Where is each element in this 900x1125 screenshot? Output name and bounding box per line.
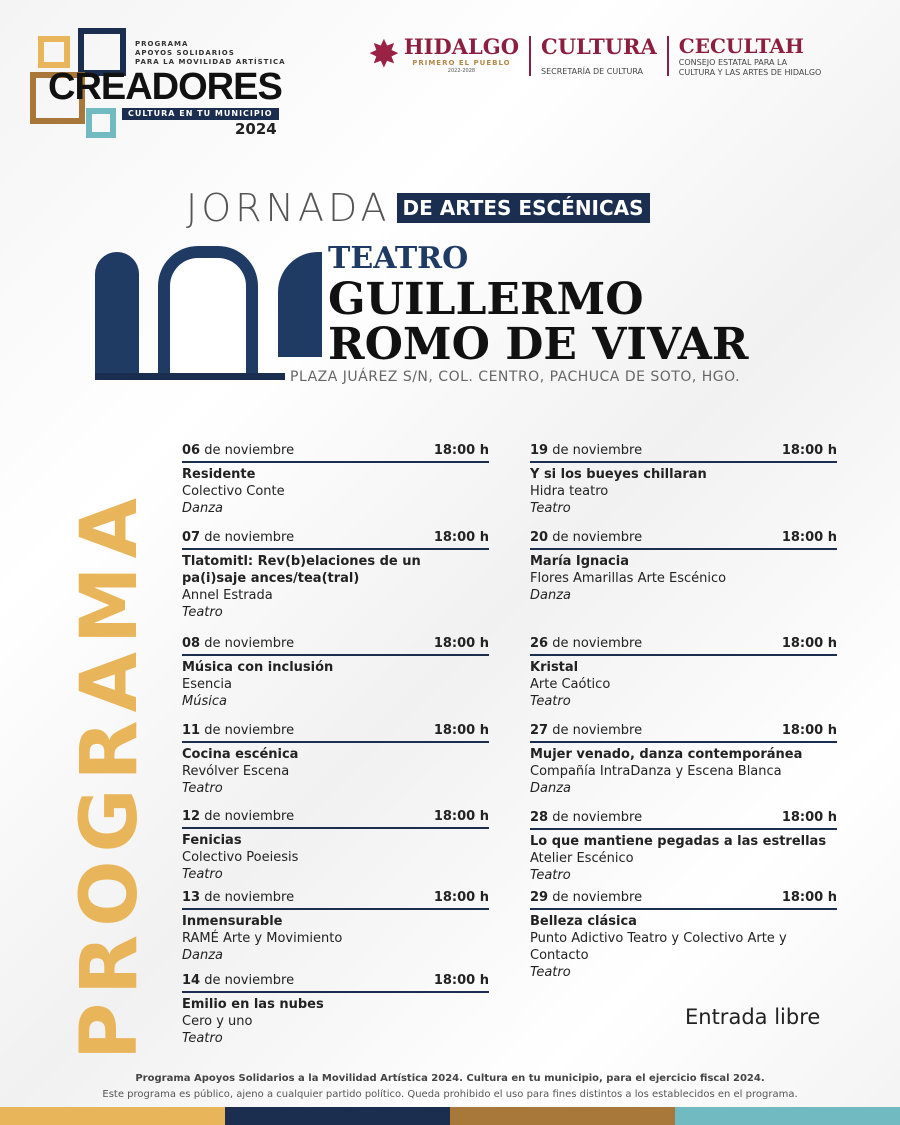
event-day: 14 (182, 973, 201, 988)
bar-gold (0, 1107, 225, 1125)
event-type: Danza (182, 948, 224, 963)
event-type: Teatro (530, 694, 571, 709)
event-group: Esencia (182, 677, 232, 692)
cultura-title: CULTURA (541, 34, 657, 59)
event-group: Colectivo Conte (182, 484, 285, 499)
event-date-row (182, 442, 489, 463)
event-item (182, 972, 489, 1047)
divider (667, 36, 669, 76)
event-time: 18:00 h (781, 890, 837, 905)
bar-teal (675, 1107, 900, 1125)
arch-right (278, 252, 322, 357)
event-date-row (530, 442, 837, 463)
event-title: Belleza clásica (530, 914, 637, 929)
event-group: Annel Estrada (182, 588, 273, 603)
event-time: 18:00 h (433, 443, 489, 458)
event-date (182, 529, 294, 546)
event-group: Compañía IntraDanza y Escena Blanca (530, 764, 782, 779)
event-date-row (530, 889, 837, 910)
event-type: Teatro (182, 781, 223, 796)
theatre-name-line: GUILLERMO (328, 274, 644, 325)
event-type: Música (182, 694, 227, 709)
event-date-row (182, 529, 489, 550)
event-time: 18:00 h (781, 723, 837, 738)
event-date-row (182, 808, 489, 829)
event-date (530, 889, 642, 906)
event-day: 19 (530, 443, 549, 458)
artes-label: DE ARTES ESCÉNICAS (397, 193, 650, 223)
event-month: de noviembre (200, 973, 295, 988)
teatro-label: TEATRO (328, 241, 469, 276)
event-day: 29 (530, 890, 549, 905)
event-item (530, 722, 837, 797)
event-item (182, 529, 489, 621)
footer-line2: Este programa es público, ajeno a cualquier partido político. Queda prohibido el uso para fines distintos a los establecidos en el programa. (102, 1089, 798, 1100)
footer-line1: Programa Apoyos Solidarios a la Movilidad Artística 2024. Cultura en tu municipio, para el ejercicio fiscal 2024. (135, 1073, 765, 1084)
event-date-row (530, 809, 837, 830)
event-group: Colectivo Poeiesis (182, 850, 299, 865)
event-date (182, 889, 294, 906)
event-day: 27 (530, 723, 549, 738)
event-month: de noviembre (548, 810, 643, 825)
event-time: 18:00 h (433, 636, 489, 651)
event-time: 18:00 h (433, 890, 489, 905)
event-group: Atelier Escénico (530, 851, 634, 866)
event-title: Residente (182, 467, 256, 482)
event-time: 18:00 h (781, 810, 837, 825)
event-time: 18:00 h (781, 530, 837, 545)
hidalgo-years: 2022-2028 (447, 68, 476, 74)
event-title: Música con inclusión (182, 660, 334, 675)
event-month: de noviembre (548, 636, 643, 651)
event-item (182, 889, 489, 964)
event-type: Teatro (530, 965, 571, 980)
event-type: Danza (530, 588, 572, 603)
event-time: 18:00 h (433, 723, 489, 738)
event-group: Hidra teatro (530, 484, 609, 499)
logo-square-gold (38, 36, 70, 68)
logo-name: CREADORES (48, 66, 282, 108)
address: PLAZA JUÁREZ S/N, COL. CENTRO, PACHUCA DE SOTO, HGO. (290, 369, 741, 385)
event-type: Teatro (182, 605, 223, 620)
event-title: Y si los bueyes chillaran (530, 467, 707, 482)
event-date-row (530, 635, 837, 656)
logo-square-teal (86, 108, 116, 138)
event-month: de noviembre (548, 723, 643, 738)
color-bars (0, 1107, 900, 1125)
cecultah-sub: CONSEJO ESTATAL PARA LA (678, 58, 788, 67)
jornada-heading (186, 186, 650, 230)
cecultah-sub: CULTURA Y LAS ARTES DE HIDALGO (678, 68, 822, 77)
event-item (530, 809, 837, 884)
event-date (530, 722, 642, 739)
logo-year: 2024 (235, 120, 277, 138)
logo-program-line: PROGRAMA (135, 40, 189, 48)
bar-brown (450, 1107, 675, 1125)
event-type: Danza (182, 501, 224, 516)
free-entry: Entrada libre (685, 1005, 821, 1029)
divider (529, 36, 531, 76)
event-day: 13 (182, 890, 201, 905)
event-title: Emilio en las nubes (182, 997, 324, 1012)
event-date-row (182, 889, 489, 910)
event-time: 18:00 h (433, 530, 489, 545)
logo-tagline: CULTURA EN TU MUNICIPIO (122, 108, 279, 120)
jornada-text: JORNADA (186, 186, 391, 230)
event-date (530, 442, 642, 459)
event-item (182, 442, 489, 517)
event-type: Teatro (182, 867, 223, 882)
event-date (530, 635, 642, 652)
theatre-name (328, 274, 749, 370)
event-item (182, 635, 489, 710)
event-month: de noviembre (200, 443, 295, 458)
event-date (530, 529, 642, 546)
event-day: 06 (182, 443, 201, 458)
hidalgo-sub: PRIMERO EL PUEBLO (412, 59, 511, 67)
event-title: Mujer venado, danza contemporánea (530, 747, 803, 762)
event-type: Danza (530, 781, 572, 796)
event-day: 08 (182, 636, 201, 651)
event-title: Lo que mantiene pegadas a las estrellas (530, 834, 827, 849)
arch-center-dancers (158, 246, 258, 374)
event-title: Inmensurable (182, 914, 283, 929)
event-date (182, 808, 294, 825)
event-month: de noviembre (548, 890, 643, 905)
logo-program-line: PARA LA MOVILIDAD ARTÍSTICA (135, 58, 286, 66)
institution-logos (368, 34, 821, 78)
event-group: RAMÉ Arte y Movimiento (182, 931, 343, 946)
event-month: de noviembre (548, 530, 643, 545)
event-title: Kristal (530, 660, 579, 675)
logo-program-line: APOYOS SOLIDARIOS (135, 49, 235, 57)
event-item (530, 529, 837, 604)
event-item (530, 889, 837, 981)
event-date-row (182, 972, 489, 993)
event-time: 18:00 h (433, 809, 489, 824)
event-type: Teatro (530, 501, 571, 516)
bar-navy (225, 1107, 450, 1125)
event-date-row (182, 635, 489, 656)
event-date-row (182, 722, 489, 743)
event-date (182, 442, 294, 459)
event-day: 11 (182, 723, 201, 738)
event-day: 20 (530, 530, 549, 545)
event-date (182, 722, 294, 739)
event-time: 18:00 h (781, 636, 837, 651)
event-group: Flores Amarillas Arte Escénico (530, 571, 727, 586)
event-group: Cero y uno (182, 1014, 253, 1029)
creadores-logo (30, 28, 290, 138)
event-group: Punto Adictivo Teatro y Colectivo Arte y Contacto (530, 931, 787, 963)
event-title: Cocina escénica (182, 747, 299, 762)
event-item (182, 722, 489, 797)
event-month: de noviembre (200, 890, 295, 905)
event-date (530, 809, 642, 826)
cecultah-title: CECULTAH (678, 34, 804, 58)
event-day: 12 (182, 809, 201, 824)
event-title: Fenicias (182, 833, 242, 848)
event-title: María Ignacia (530, 554, 629, 569)
event-month: de noviembre (200, 636, 295, 651)
logo-program-text (135, 40, 295, 67)
event-month: de noviembre (200, 809, 295, 824)
theatre-name-line: ROMO DE VIVAR (328, 319, 749, 370)
event-month: de noviembre (200, 530, 295, 545)
programa-vertical-title: PROGRAMA (65, 490, 155, 1060)
event-date-row (530, 722, 837, 743)
event-title: Tlatomitl: Rev(b)elaciones de un pa(i)saje ances/tea(tral) (182, 554, 421, 586)
cultura-sub: SECRETARÍA DE CULTURA (541, 67, 644, 76)
arch-left (95, 252, 139, 374)
event-date-row (530, 529, 837, 550)
event-group: Revólver Escena (182, 764, 290, 779)
hidalgo-title: HIDALGO (403, 34, 520, 59)
event-day: 07 (182, 530, 201, 545)
arch-base (95, 373, 285, 380)
event-month: de noviembre (200, 723, 295, 738)
event-item (182, 808, 489, 883)
event-time: 18:00 h (781, 443, 837, 458)
event-day: 26 (530, 636, 549, 651)
event-group: Arte Caótico (530, 677, 611, 692)
event-type: Teatro (530, 868, 571, 883)
event-item (530, 635, 837, 710)
event-date (182, 972, 294, 989)
event-time: 18:00 h (433, 973, 489, 988)
event-date (182, 635, 294, 652)
event-type: Teatro (182, 1031, 223, 1046)
hidalgo-star-icon: ✸ (368, 32, 400, 76)
event-month: de noviembre (548, 443, 643, 458)
event-item (530, 442, 837, 517)
event-day: 28 (530, 810, 549, 825)
